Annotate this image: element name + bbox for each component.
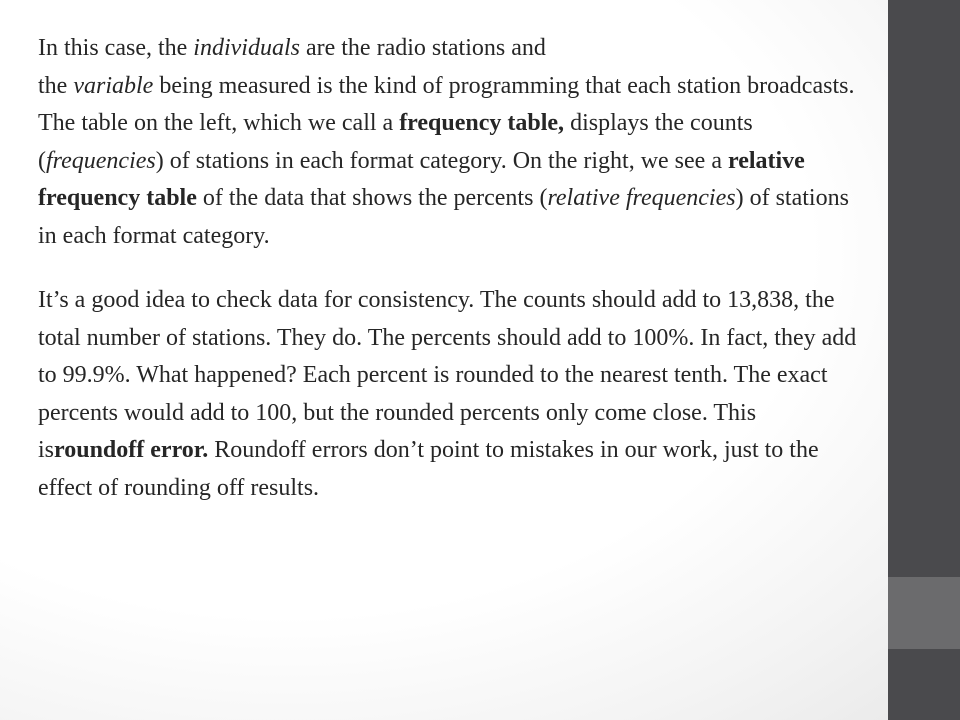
term-variable: variable [73,72,154,99]
text-run: In this case, the [38,35,194,61]
sidebar-accent-block [888,577,960,649]
term-frequency-table: frequency table, [399,110,565,136]
term-frequencies: frequencies [46,147,156,174]
text-run: Roundoff errors don’t point to mistakes in our work, just to the effect of rounding off results. [38,437,819,501]
text-run: displays the counts ( [38,110,753,174]
term-roundoff-error: roundoff error. [54,437,209,463]
sidebar-panel-bottom [888,649,960,720]
paragraph-roundoff-error [38,282,858,507]
text-run: It’s a good idea to check data for consistency. The counts should add to 13,838, the total number of stations. They do. The percents should add to 100%. In fact, they add to 99.9%. What happened? Each percent is rounded to the nearest tenth. The exact percents would add to 100, but the rounded percents only come close. This is [38,287,857,463]
text-run: of the data that shows the percents ( [196,185,548,211]
right-sidebar [888,0,960,720]
sidebar-panel-top [888,0,960,577]
text-run: the [38,72,74,99]
text-run: ) of stations in each format category. On the right, we see a [155,147,728,174]
text-run: are the radio stations and [299,35,546,61]
term-relative-frequencies: relative frequencies [547,185,736,211]
term-individuals: individuals [193,35,300,61]
text-run: ) of stations in each format category. [38,185,849,249]
slide-body [38,30,858,507]
text-run: being measured is the kind of programming that each station broadcasts. The table on the left, which we call a [38,72,855,136]
term-relative-frequency-table: relative frequency table [38,147,805,211]
paragraph-individuals-variable [38,30,858,255]
